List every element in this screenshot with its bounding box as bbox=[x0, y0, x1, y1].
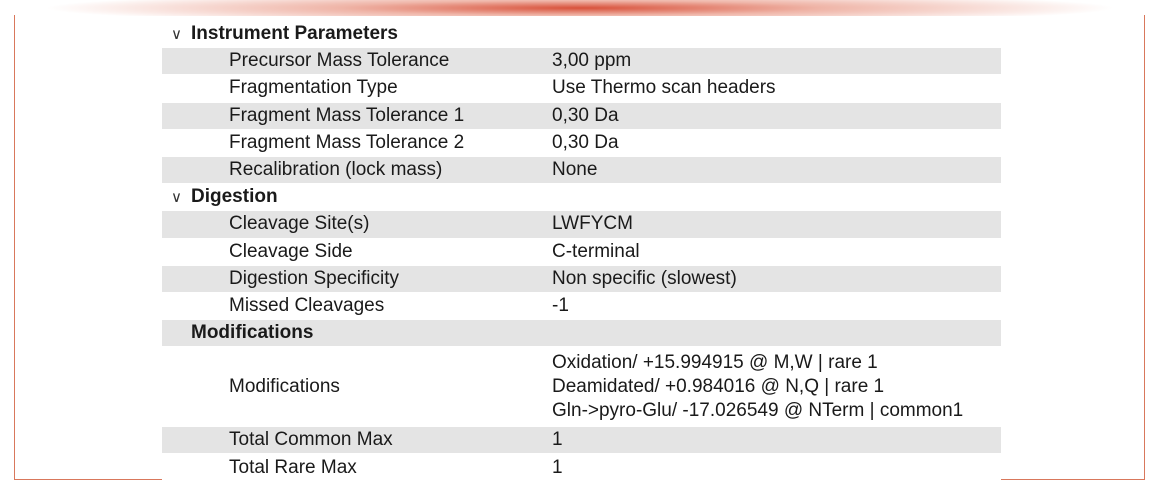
chevron-down-icon[interactable]: ∨ bbox=[171, 26, 182, 44]
section-header-digestion[interactable] bbox=[162, 184, 1001, 211]
row-value: 0,30 Da bbox=[552, 131, 619, 153]
row-key: Total Rare Max bbox=[229, 456, 357, 478]
table-row[interactable] bbox=[162, 266, 1001, 293]
row-key: Recalibration (lock mass) bbox=[229, 159, 443, 181]
section-header-modifications[interactable] bbox=[162, 320, 1001, 347]
table-row[interactable] bbox=[162, 130, 1001, 157]
section-title: Instrument Parameters bbox=[191, 23, 398, 45]
table-row[interactable] bbox=[162, 157, 1001, 184]
row-key: Digestion Specificity bbox=[229, 267, 400, 289]
section-header-instrument-parameters[interactable] bbox=[162, 21, 1001, 48]
row-value-multiline bbox=[538, 351, 1001, 423]
row-key: Fragmentation Type bbox=[229, 77, 398, 99]
modification-line: Oxidation/ +15.994915 @ M,W | rare 1 bbox=[552, 351, 878, 373]
table-row[interactable] bbox=[162, 75, 1001, 102]
row-value: Use Thermo scan headers bbox=[552, 77, 776, 99]
row-key: Modifications bbox=[229, 375, 340, 397]
row-key: Total Common Max bbox=[229, 429, 393, 451]
table-row[interactable] bbox=[162, 103, 1001, 130]
chevron-down-icon[interactable]: ∨ bbox=[171, 189, 182, 207]
parameters-grid bbox=[162, 21, 1001, 482]
row-value: 3,00 ppm bbox=[552, 50, 632, 72]
row-key: Cleavage Site(s) bbox=[229, 213, 370, 235]
table-row[interactable] bbox=[162, 293, 1001, 320]
modification-line: Deamidated/ +0.984016 @ N,Q | rare 1 bbox=[552, 375, 885, 397]
row-key: Precursor Mass Tolerance bbox=[229, 50, 450, 72]
section-title: Digestion bbox=[191, 186, 278, 208]
row-value: 1 bbox=[552, 456, 563, 478]
row-value: -1 bbox=[552, 294, 569, 316]
row-value: LWFYCM bbox=[552, 213, 633, 235]
row-key: Cleavage Side bbox=[229, 240, 353, 262]
row-value: Non specific (slowest) bbox=[552, 267, 737, 289]
row-value: C-terminal bbox=[552, 240, 640, 262]
row-value: None bbox=[552, 159, 598, 181]
top-accent-glow bbox=[0, 0, 1160, 16]
row-key: Fragment Mass Tolerance 1 bbox=[229, 104, 465, 126]
row-value: 0,30 Da bbox=[552, 104, 619, 126]
section-title: Modifications bbox=[191, 322, 314, 344]
table-row[interactable] bbox=[162, 239, 1001, 266]
row-value: 1 bbox=[552, 429, 563, 451]
table-row[interactable] bbox=[162, 347, 1001, 427]
row-key: Missed Cleavages bbox=[229, 294, 385, 316]
modification-line: Gln->pyro-Glu/ -17.026549 @ NTerm | common1 bbox=[552, 399, 964, 421]
table-row[interactable] bbox=[162, 454, 1001, 481]
table-row[interactable] bbox=[162, 48, 1001, 75]
row-key: Fragment Mass Tolerance 2 bbox=[229, 131, 465, 153]
table-row[interactable] bbox=[162, 211, 1001, 238]
table-row[interactable] bbox=[162, 427, 1001, 454]
